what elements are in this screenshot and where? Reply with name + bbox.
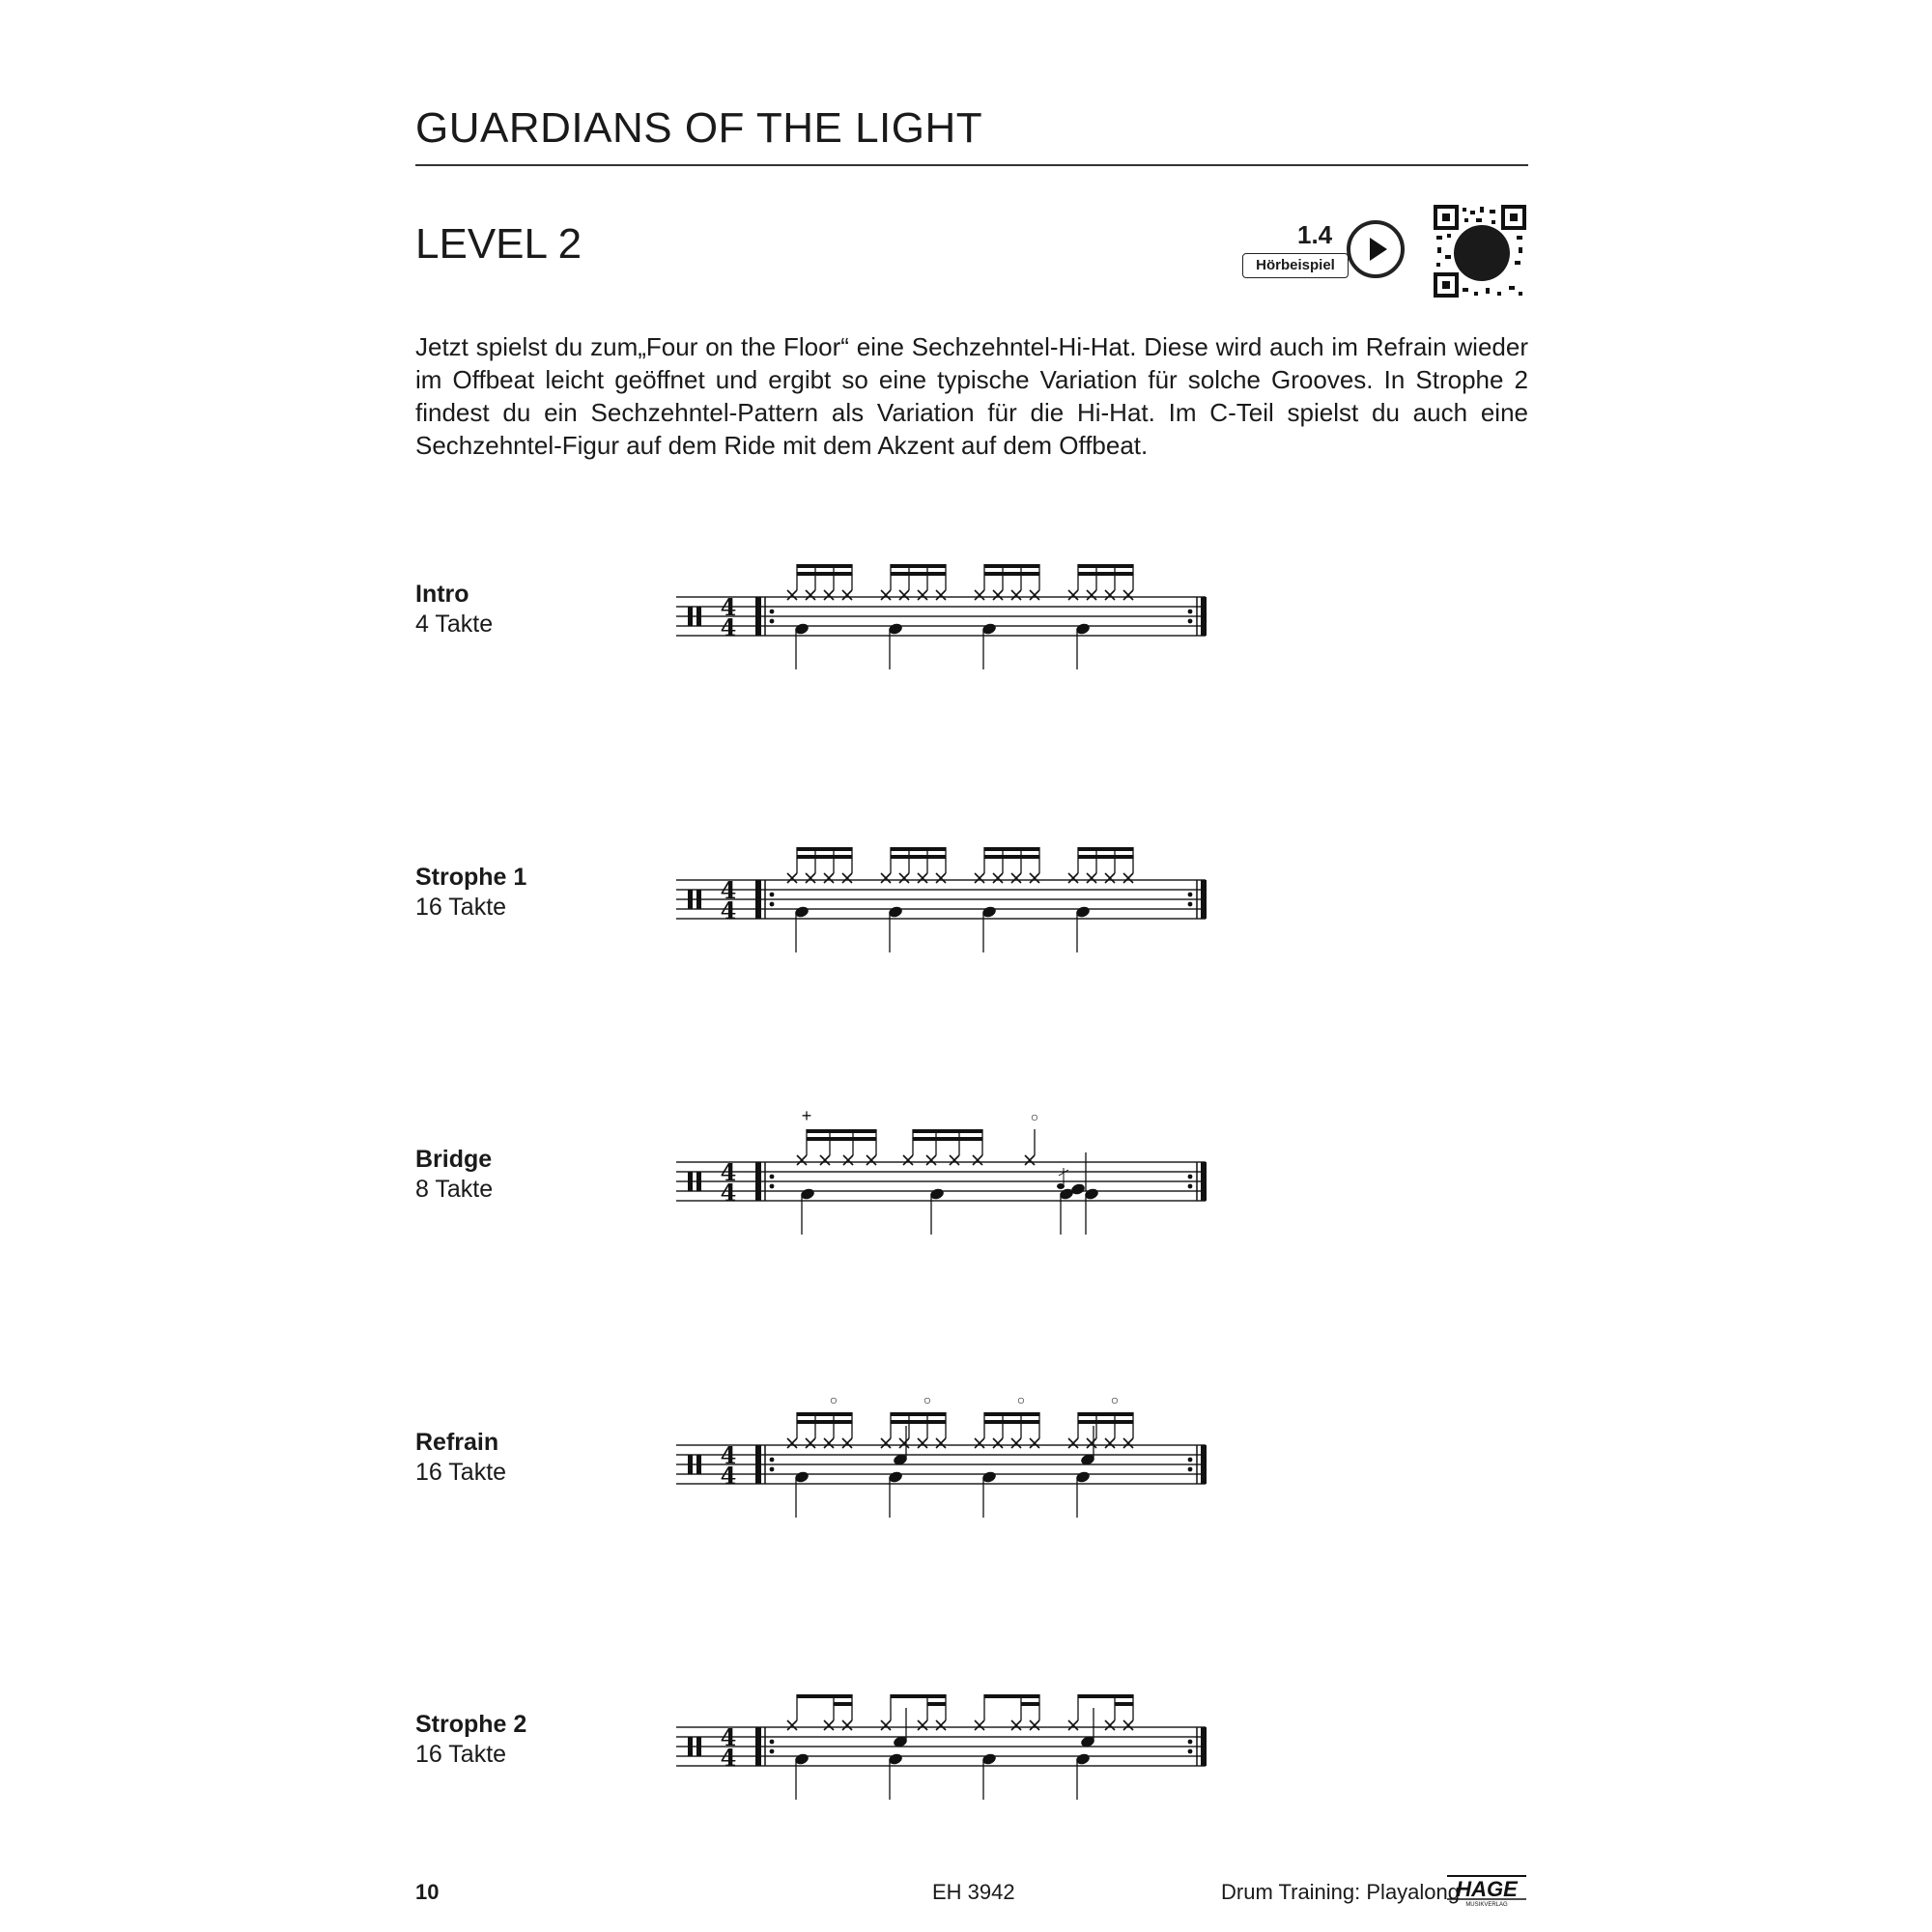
hihat-note	[1068, 1438, 1078, 1448]
percussion-clef	[696, 1172, 701, 1191]
beam	[1078, 847, 1133, 851]
hihat-note	[993, 873, 1003, 883]
hihat-note	[1068, 873, 1078, 883]
hihat-note	[975, 1720, 984, 1730]
section-name: Strophe 2	[415, 1711, 527, 1738]
beam	[891, 564, 946, 568]
hihat-note	[1011, 1720, 1021, 1730]
qr-code-icon[interactable]	[1434, 205, 1526, 298]
open-hihat-marker: ○	[923, 1392, 932, 1407]
beam	[797, 572, 852, 576]
beam	[984, 572, 1039, 576]
hihat-note	[1068, 590, 1078, 600]
hihat-note	[842, 1720, 852, 1730]
drum-staff-bridge	[676, 1087, 1217, 1251]
beam	[1078, 855, 1133, 859]
hihat-note	[975, 873, 984, 883]
title-divider	[415, 164, 1528, 166]
drum-staff-strophe-2	[676, 1652, 1217, 1816]
beam	[797, 564, 852, 568]
beam	[797, 1420, 852, 1424]
repeat-dot	[770, 619, 775, 624]
hihat-note	[975, 590, 984, 600]
repeat-end-barline	[1201, 1162, 1207, 1201]
hihat-note	[936, 1720, 946, 1730]
open-hihat-marker: ○	[829, 1392, 838, 1407]
repeat-dot	[1188, 1740, 1193, 1745]
repeat-end-barline	[1201, 1445, 1207, 1484]
hihat-note	[1011, 873, 1021, 883]
hihat-note	[918, 1438, 927, 1448]
repeat-end-barline	[1201, 597, 1207, 636]
hihat-note	[1030, 873, 1039, 883]
beam	[891, 1694, 946, 1698]
hihat-note	[1087, 873, 1096, 883]
publisher-subtitle: MUSIKVERLAG	[1465, 1902, 1508, 1908]
hihat-note	[918, 1720, 927, 1730]
intro-paragraph: Jetzt spielst du zum„Four on the Floor“ eine Sechzehntel-Hi-Hat. Diese wird auch im Refrain wieder im Offbeat leicht geöffnet und ergibt so eine typische Variation für solche Grooves. In Strophe 2 findest du ein Sechzehntel-Pattern als Variation für die Hi-Hat. Im C-Teil spielst du auch eine Sechzehntel-Figur auf dem Ride mit dem Akzent auf dem Offbeat.	[415, 332, 1528, 460]
section-bars: 4 Takte	[415, 611, 494, 638]
hihat-note	[1123, 1720, 1133, 1730]
hihat-note	[787, 1438, 797, 1448]
beam	[807, 1129, 876, 1133]
section-label-refrain	[415, 1428, 506, 1488]
repeat-start-barline	[755, 1445, 761, 1484]
hihat-note	[1105, 590, 1115, 600]
section-name: Refrain	[415, 1429, 499, 1456]
beam	[984, 1694, 1039, 1698]
hihat-note	[903, 1155, 913, 1165]
beam	[1078, 564, 1133, 568]
hihat-note	[806, 873, 815, 883]
percussion-clef	[696, 607, 701, 626]
book-title: Drum Training: Playalong	[1221, 1880, 1461, 1904]
hihat-note	[1011, 590, 1021, 600]
beam	[891, 847, 946, 851]
hihat-note	[1123, 590, 1133, 600]
hihat-note	[899, 873, 909, 883]
hihat-note	[806, 590, 815, 600]
hihat-note	[824, 1720, 834, 1730]
repeat-dot	[1188, 610, 1193, 614]
repeat-dot	[1188, 619, 1193, 624]
time-signature-bottom: 4	[720, 613, 737, 641]
percussion-clef	[688, 1455, 693, 1474]
hihat-note	[973, 1155, 982, 1165]
section-name: Strophe 1	[415, 864, 527, 891]
hihat-note	[1123, 873, 1133, 883]
audio-track-number: 1.4	[1297, 220, 1333, 249]
level-heading: LEVEL 2	[415, 220, 582, 268]
beam	[984, 855, 1039, 859]
section-bars: 16 Takte	[415, 1741, 507, 1768]
beam	[984, 564, 1039, 568]
time-signature-top: 4	[720, 593, 737, 621]
hihat-note	[881, 873, 891, 883]
drum-staff-intro	[676, 522, 1217, 686]
section-bars: 16 Takte	[415, 894, 507, 921]
repeat-dot	[770, 1749, 775, 1754]
hihat-note	[806, 1438, 815, 1448]
beam	[891, 1420, 946, 1424]
play-icon[interactable]	[1347, 220, 1405, 278]
beam	[797, 847, 852, 851]
percussion-clef	[688, 607, 693, 626]
repeat-dot	[1188, 1175, 1193, 1179]
repeat-dot	[770, 610, 775, 614]
publisher-logo	[1445, 1873, 1528, 1908]
open-hihat-marker: ○	[1110, 1392, 1120, 1407]
hihat-note	[820, 1155, 830, 1165]
repeat-start-barline	[755, 1727, 761, 1766]
hihat-note	[936, 590, 946, 600]
hihat-note	[787, 1720, 797, 1730]
beam	[1078, 572, 1133, 576]
repeat-dot	[1188, 893, 1193, 897]
page-title: GUARDIANS OF THE LIGHT	[415, 104, 983, 152]
hihat-note	[824, 1438, 834, 1448]
repeat-dot	[770, 1184, 775, 1189]
audio-example-label[interactable]: Hörbeispiel	[1242, 253, 1349, 278]
beam	[797, 1412, 852, 1416]
hihat-note	[918, 590, 927, 600]
hihat-note	[824, 873, 834, 883]
hihat-note	[1025, 1155, 1035, 1165]
hihat-note	[975, 1438, 984, 1448]
section-bars: 16 Takte	[415, 1459, 507, 1486]
repeat-end-barline	[1201, 880, 1207, 919]
section-label-bridge	[415, 1145, 493, 1205]
beam	[891, 572, 946, 576]
repeat-dot	[1188, 1749, 1193, 1754]
hihat-note	[1123, 1438, 1133, 1448]
beam	[927, 1702, 946, 1706]
hihat-note	[1011, 1438, 1021, 1448]
hihat-note	[899, 1438, 909, 1448]
section-name: Intro	[415, 581, 469, 608]
percussion-clef	[688, 1737, 693, 1756]
beam	[807, 1137, 876, 1141]
hihat-note	[1087, 590, 1096, 600]
repeat-dot	[770, 1740, 775, 1745]
hihat-note	[1030, 1438, 1039, 1448]
section-bars: 8 Takte	[415, 1176, 494, 1203]
publisher-name: HAGE	[1456, 1877, 1518, 1901]
time-signature-top: 4	[720, 876, 737, 904]
time-signature-top: 4	[720, 1441, 737, 1469]
section-name: Bridge	[415, 1146, 493, 1173]
open-hihat-marker: ○	[1030, 1109, 1039, 1124]
hihat-note	[824, 590, 834, 600]
repeat-dot	[770, 893, 775, 897]
repeat-start-barline	[755, 597, 761, 636]
time-signature-bottom: 4	[720, 1744, 737, 1772]
hihat-note	[1087, 1438, 1096, 1448]
hihat-note	[881, 1438, 891, 1448]
percussion-clef	[696, 1737, 701, 1756]
percussion-clef	[688, 1172, 693, 1191]
section-label-intro	[415, 580, 493, 639]
beam	[834, 1702, 852, 1706]
repeat-end-barline	[1201, 1727, 1207, 1766]
time-signature-bottom: 4	[720, 1462, 737, 1490]
hihat-note	[936, 1438, 946, 1448]
section-label-strophe-1	[415, 863, 526, 923]
beam	[891, 1412, 946, 1416]
beam	[913, 1129, 982, 1133]
hihat-note	[797, 1155, 807, 1165]
percussion-clef	[688, 890, 693, 909]
repeat-dot	[1188, 1184, 1193, 1189]
closed-hihat-marker: +	[801, 1106, 812, 1125]
hihat-note	[881, 590, 891, 600]
repeat-start-barline	[755, 880, 761, 919]
hihat-note	[899, 590, 909, 600]
hihat-note	[1068, 1720, 1078, 1730]
repeat-dot	[770, 1175, 775, 1179]
beam	[984, 847, 1039, 851]
time-signature-bottom: 4	[720, 896, 737, 924]
hihat-note	[918, 873, 927, 883]
hihat-note	[842, 590, 852, 600]
hihat-note	[993, 590, 1003, 600]
hihat-note	[867, 1155, 876, 1165]
hihat-note	[1105, 1720, 1115, 1730]
hihat-note	[1105, 1438, 1115, 1448]
beam	[1078, 1694, 1133, 1698]
beam	[797, 1694, 852, 1698]
hihat-note	[787, 590, 797, 600]
hihat-note	[881, 1720, 891, 1730]
hihat-note	[787, 873, 797, 883]
repeat-dot	[770, 1458, 775, 1463]
hihat-note	[1030, 1720, 1039, 1730]
drum-staff-refrain	[676, 1370, 1217, 1534]
beam	[891, 855, 946, 859]
drum-staff-strophe-1	[676, 805, 1217, 969]
beam	[984, 1412, 1039, 1416]
percussion-clef	[696, 890, 701, 909]
repeat-start-barline	[755, 1162, 761, 1201]
repeat-dot	[1188, 1467, 1193, 1472]
repeat-dot	[770, 902, 775, 907]
repeat-dot	[1188, 902, 1193, 907]
hihat-note	[842, 873, 852, 883]
beam	[1078, 1420, 1133, 1424]
hihat-note	[843, 1155, 853, 1165]
hihat-note	[1105, 873, 1115, 883]
hihat-note	[950, 1155, 959, 1165]
edition-code: EH 3942	[932, 1880, 1015, 1904]
beam	[1078, 1412, 1133, 1416]
time-signature-top: 4	[720, 1723, 737, 1751]
beam	[913, 1137, 982, 1141]
percussion-clef	[696, 1455, 701, 1474]
section-label-strophe-2	[415, 1710, 526, 1770]
time-signature-bottom: 4	[720, 1179, 737, 1207]
time-signature-top: 4	[720, 1158, 737, 1186]
repeat-dot	[1188, 1458, 1193, 1463]
hihat-note	[926, 1155, 936, 1165]
hihat-note	[993, 1438, 1003, 1448]
beam	[984, 1420, 1039, 1424]
hihat-note	[1030, 590, 1039, 600]
hihat-note	[842, 1438, 852, 1448]
beam	[797, 855, 852, 859]
beam	[1021, 1702, 1039, 1706]
hihat-note	[936, 873, 946, 883]
page-number: 10	[415, 1880, 440, 1904]
beam	[1115, 1702, 1133, 1706]
repeat-dot	[770, 1467, 775, 1472]
open-hihat-marker: ○	[1016, 1392, 1026, 1407]
